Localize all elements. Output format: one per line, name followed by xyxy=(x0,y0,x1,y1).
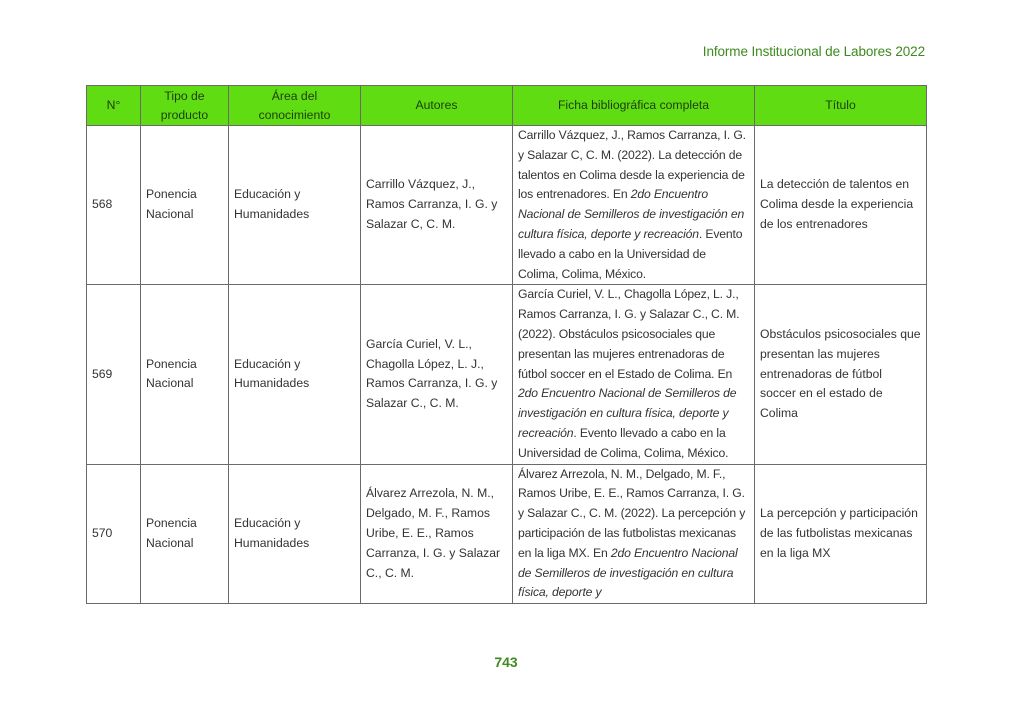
header-area-line1: Área del xyxy=(271,88,318,103)
cell-tipo-line1: Ponencia xyxy=(146,356,197,371)
cell-ficha xyxy=(513,126,755,285)
cell-autores: Álvarez Arrezola, N. M., Delgado, M. F., Ramos Uribe, E. E., Ramos Carranza, I. G. y Salazar C., C. M. xyxy=(361,464,513,604)
products-table xyxy=(86,85,927,604)
cell-tipo-line2: Nacional xyxy=(146,535,194,550)
cell-area xyxy=(229,126,361,285)
cell-tipo xyxy=(141,285,229,464)
header-area-line2: conocimiento xyxy=(258,107,331,122)
cell-titulo: La detección de talentos en Colima desde la experiencia de los entrenadores xyxy=(755,126,927,285)
header-tipo-line1: Tipo de xyxy=(164,88,205,103)
header-tipo-line2: producto xyxy=(160,107,209,122)
cell-num: 568 xyxy=(87,126,141,285)
table-header-row xyxy=(87,86,927,126)
cell-tipo-line2: Nacional xyxy=(146,376,194,391)
header-num: N° xyxy=(87,86,141,126)
cell-tipo xyxy=(141,126,229,285)
ficha-text: Álvarez Arrezola, N. M., Delgado, M. F., Ramos Uribe, E. E., Ramos Carranza, I. G. y Salazar C., C. M. (2022). La percepción y participación de las futbolistas mexicanas en la liga MX. En xyxy=(518,466,746,560)
header-tipo xyxy=(141,86,229,126)
cell-autores: García Curiel, V. L., Chagolla López, L. J., Ramos Carranza, I. G. y Salazar C., C. M. xyxy=(361,285,513,464)
header-ficha: Ficha bibliográfica completa xyxy=(513,86,755,126)
cell-ficha xyxy=(513,285,755,464)
cell-titulo: Obstáculos psicosociales que presentan las mujeres entrenadoras de fútbol soccer en el estado de Colima xyxy=(755,285,927,464)
cell-ficha xyxy=(513,464,755,604)
cell-tipo xyxy=(141,464,229,604)
header-area xyxy=(229,86,361,126)
cell-area-line1: Educación y xyxy=(234,356,301,371)
cell-area-line2: Humanidades xyxy=(234,376,310,391)
cell-tipo-line2: Nacional xyxy=(146,207,194,222)
cell-titulo: La percepción y participación de las futbolistas mexicanas en la liga MX xyxy=(755,464,927,604)
cell-area xyxy=(229,464,361,604)
cell-autores: Carrillo Vázquez, J., Ramos Carranza, I. G. y Salazar C, C. M. xyxy=(361,126,513,285)
cell-num: 570 xyxy=(87,464,141,604)
ficha-text-end: . Evento llevado a cabo en la Universidad de Colima, Colima, México. xyxy=(518,226,743,281)
ficha-event-name: 2do Encuentro Nacional de Semilleros de investigación en cultura física, deporte y xyxy=(518,545,738,600)
ficha-event-name: 2do Encuentro Nacional de Semilleros de investigación en cultura física, deporte y recreación xyxy=(518,386,737,440)
cell-area-line1: Educación y xyxy=(234,187,301,202)
cell-tipo-line1: Ponencia xyxy=(146,516,197,531)
header-autores: Autores xyxy=(361,86,513,126)
running-header: Informe Institucional de Labores 2022 xyxy=(702,44,925,59)
cell-tipo-line1: Ponencia xyxy=(146,187,197,202)
page-number: 743 xyxy=(494,654,518,670)
table-row xyxy=(87,464,927,604)
ficha-text-end: . Evento llevado a cabo en la Universidad de Colima, Colima, México. xyxy=(518,425,729,460)
table-row xyxy=(87,126,927,285)
ficha-event-name: 2do Encuentro Nacional de Semilleros de investigación en cultura física, deporte y recreación xyxy=(518,187,745,241)
ficha-text: Carrillo Vázquez, J., Ramos Carranza, I. G. y Salazar C, C. M. (2022). La detección de talentos en Colima desde la experiencia de los entrenadores. En xyxy=(518,128,746,202)
cell-area-line2: Humanidades xyxy=(234,535,310,550)
cell-area-line2: Humanidades xyxy=(234,207,310,222)
header-titulo: Título xyxy=(755,86,927,126)
cell-area-line1: Educación y xyxy=(234,516,301,531)
table-row xyxy=(87,285,927,464)
cell-num: 569 xyxy=(87,285,141,464)
ficha-text: García Curiel, V. L., Chagolla López, L. J., Ramos Carranza, I. G. y Salazar C., C. M. (2022). Obstáculos psicosociales que presentan las mujeres entrenadoras de fútbol soccer en el Estado de Colima. En xyxy=(518,287,740,381)
cell-area xyxy=(229,285,361,464)
